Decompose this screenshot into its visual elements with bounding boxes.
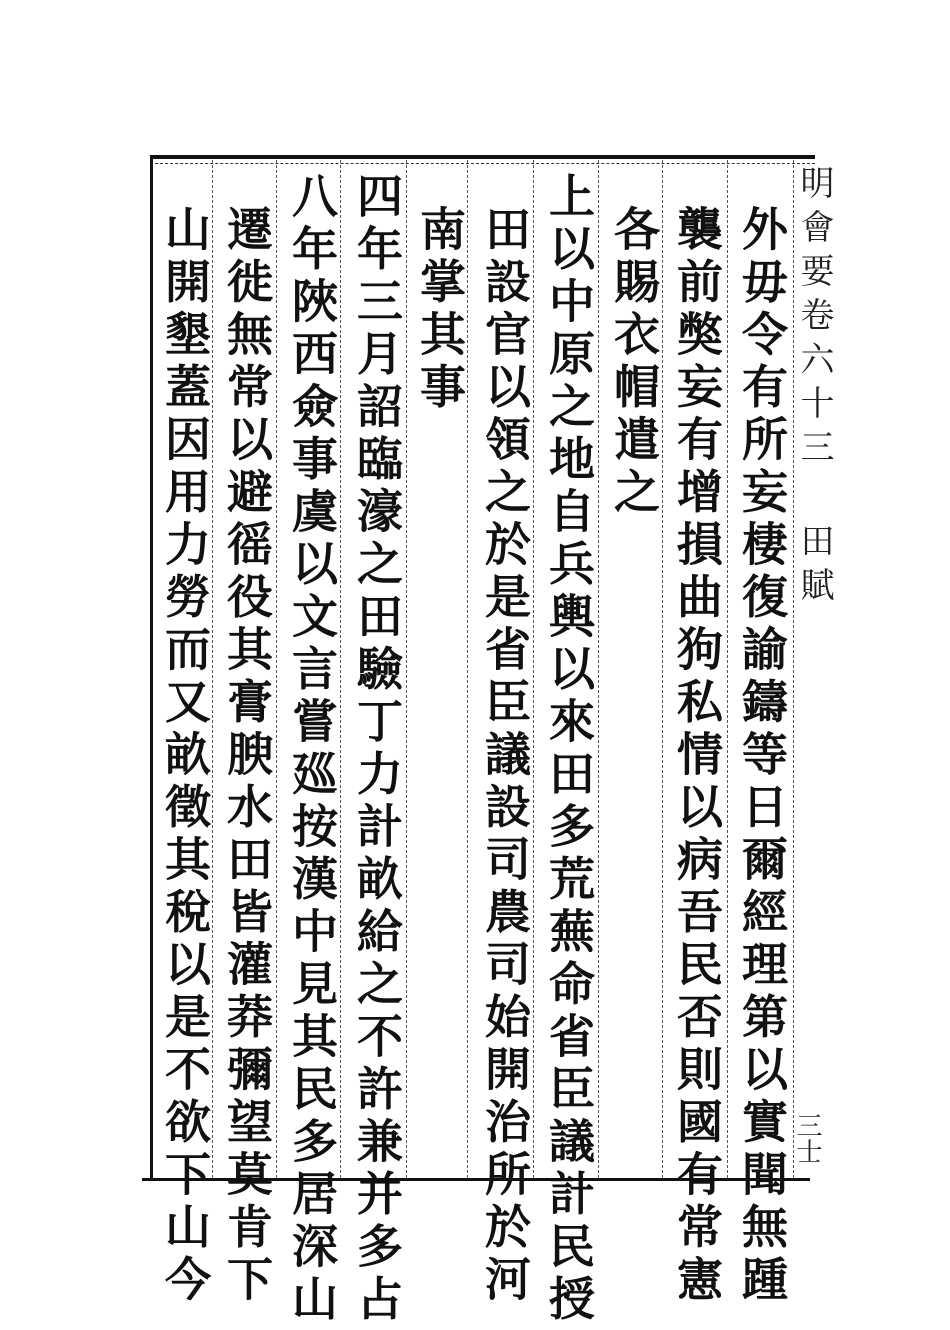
top-border xyxy=(150,155,815,159)
top-inner-border xyxy=(150,163,815,164)
text-column-7: 四年三月詔臨濠之田驗丁力計畝給之不許兼并多占 xyxy=(350,172,404,1327)
text-column-1: 外毋令有所妄棲復諭鑄等日爾經理第以實聞無踵 xyxy=(735,205,789,1308)
column-rule xyxy=(406,160,407,1178)
header-margin xyxy=(796,165,832,1175)
column-rule xyxy=(598,160,599,1178)
column-rule xyxy=(276,160,277,1178)
text-column-3: 各賜衣帽遣之 xyxy=(607,205,661,520)
text-column-10: 山開墾蓋因用力勞而又畝徵其稅以是不欲下山今 xyxy=(158,205,212,1308)
header-title: 明會要卷六十三 田賦 xyxy=(794,165,834,611)
text-column-5: 田設官以領之於是省臣議設司農司始開治所於河 xyxy=(478,205,532,1308)
text-column-9: 遷徙無常以避徭役其膏腴水田皆灌莽彌望莫肯下 xyxy=(220,205,274,1308)
text-column-8: 八年陜西僉事虞以文言嘗廵按漢中見其民多居深山 xyxy=(285,172,339,1327)
text-column-2: 襲前獘妄有增損曲狗私情以病吾民否則國有常憲 xyxy=(670,205,724,1308)
text-column-4: 上以中原之地自兵輿以來田多荒蕪命省臣議計民授 xyxy=(542,172,596,1327)
column-rule xyxy=(727,160,728,1178)
text-column-6: 南掌其事 xyxy=(413,205,467,415)
column-rule xyxy=(793,160,794,1178)
page-number: 三士 xyxy=(792,1112,822,1164)
left-border xyxy=(150,157,153,1180)
